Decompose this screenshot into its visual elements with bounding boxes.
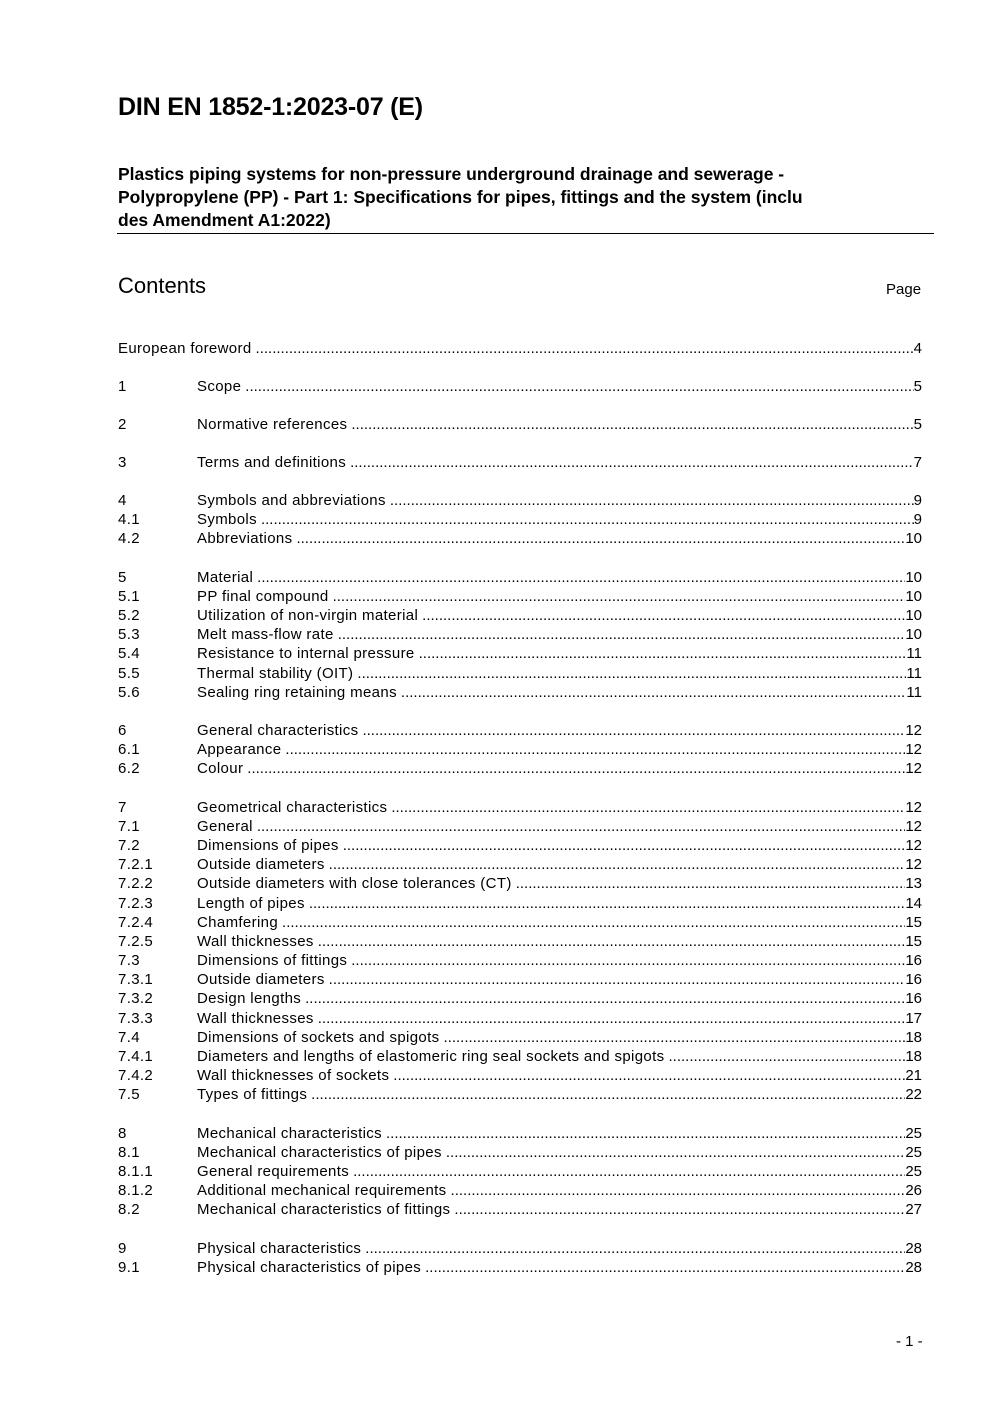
toc-page-number: 16 [905,952,922,969]
toc-entry[interactable] [118,1162,922,1181]
toc-entry[interactable] [118,1085,922,1104]
toc-entry[interactable] [118,989,922,1008]
toc-dot-leader [451,1181,906,1200]
toc-dot-leader [257,817,905,836]
toc-section-number: 7.3 [118,952,140,969]
toc-section-title: Sealing ring retaining means [197,684,397,701]
toc-dot-leader [444,1028,906,1047]
toc-section-number: 7.3.2 [118,990,154,1007]
toc-section-title: European foreword [118,340,252,357]
toc-entry[interactable] [118,377,922,396]
toc-entry[interactable] [118,568,922,587]
toc-dot-leader [391,798,905,817]
toc-page-number: 5 [913,416,922,433]
toc-page-number: 4 [913,340,922,357]
toc-page-number: 12 [905,799,922,816]
toc-dot-leader [454,1200,905,1219]
document-subtitle [118,163,918,232]
toc-section-number: 7.3.1 [118,971,154,988]
toc-dot-leader [422,606,905,625]
toc-entry[interactable] [118,721,922,740]
toc-section-number: 5 [118,569,127,586]
toc-entry[interactable] [118,1028,922,1047]
toc-section-title: General [197,818,253,835]
toc-entry[interactable] [118,932,922,951]
toc-dot-leader [669,1047,906,1066]
toc-entry[interactable] [118,644,922,663]
toc-section-number: 8.1.2 [118,1182,154,1199]
toc-dot-leader [351,951,905,970]
toc-section-number: 5.2 [118,607,140,624]
toc-dot-leader [353,1162,905,1181]
page-column-heading: Page [886,281,922,298]
toc-page-number: 10 [905,588,922,605]
toc-section-title: Wall thicknesses [197,933,314,950]
toc-page-number: 13 [905,875,922,892]
toc-entry[interactable] [118,683,922,702]
toc-section-number: 7.5 [118,1086,140,1103]
toc-page-number: 27 [905,1201,922,1218]
toc-page-number: 12 [905,856,922,873]
toc-section-number: 7.4 [118,1029,140,1046]
subtitle-line: des Amendment A1:2022) [118,210,331,230]
toc-page-number: 11 [906,665,922,682]
toc-section-title: PP final compound [197,588,329,605]
toc-page-number: 25 [905,1144,922,1161]
toc-page-number: 9 [913,492,922,509]
toc-page-number: 28 [905,1240,922,1257]
toc-entry[interactable] [118,510,922,529]
toc-entry[interactable] [118,970,922,989]
toc-section-number: 6.2 [118,760,140,777]
toc-dot-leader [365,1239,905,1258]
toc-page-number: 7 [913,454,922,471]
toc-section-title: Terms and definitions [197,454,347,471]
toc-page-number: 10 [905,530,922,547]
toc-page-number: 9 [913,511,922,528]
toc-section-title: Dimensions of pipes [197,837,339,854]
toc-dot-leader [333,587,906,606]
toc-section-title: Types of fittings [197,1086,308,1103]
toc-page-number: 18 [905,1029,922,1046]
toc-dot-leader [386,1124,905,1143]
toc-entry[interactable] [118,1143,922,1162]
toc-section-number: 7.2.5 [118,933,154,950]
toc-section-title: Physical characteristics of pipes [197,1259,422,1276]
toc-dot-leader [419,644,907,663]
toc-entry[interactable] [118,951,922,970]
toc-section-number: 7.1 [118,818,140,835]
toc-entry[interactable] [118,913,922,932]
contents-heading: Contents [118,273,207,298]
toc-dot-leader [247,759,905,778]
toc-entry[interactable] [118,894,922,913]
toc-section-number: 2 [118,416,127,433]
toc-section-title: Colour [197,760,244,777]
toc-entry[interactable] [118,1200,922,1219]
toc-page-number: 15 [905,914,922,931]
toc-section-number: 7.3.3 [118,1010,154,1027]
toc-section-title: Mechanical characteristics of fittings [197,1201,451,1218]
toc-dot-leader [311,1085,905,1104]
toc-page-number: 12 [905,722,922,739]
toc-dot-leader [362,721,905,740]
toc-page-number: 25 [905,1163,922,1180]
toc-section-number: 6.1 [118,741,140,758]
toc-section-number: 4.2 [118,530,140,547]
toc-section-title: Wall thicknesses of sockets [197,1067,390,1084]
toc-section-number: 5.3 [118,626,140,643]
toc-dot-leader [318,1009,906,1028]
toc-entry[interactable] [118,1181,922,1200]
toc-page-number: 22 [905,1086,922,1103]
toc-dot-leader [245,377,913,396]
toc-entry[interactable] [118,339,922,358]
toc-entry[interactable] [118,836,922,855]
toc-section-title: Additional mechanical requirements [197,1182,447,1199]
toc-section-title: Wall thicknesses [197,1010,314,1027]
toc-entry[interactable] [118,606,922,625]
toc-section-title: General characteristics [197,722,359,739]
toc-entry[interactable] [118,1066,922,1085]
toc-section-title: Outside diameters with close tolerances (CT) [197,875,512,892]
toc-dot-leader [343,836,906,855]
toc-section-number: 1 [118,378,127,395]
toc-entry[interactable] [118,874,922,893]
toc-entry[interactable] [118,798,922,817]
toc-page-number: 11 [906,684,922,701]
toc-entry[interactable] [118,529,922,548]
toc-page-number: 10 [905,569,922,586]
toc-section-number: 6 [118,722,127,739]
subtitle-line: Plastics piping systems for non-pressure underground drainage and sewerage - [118,164,785,184]
toc-dot-leader [305,989,905,1008]
toc-section-title: Abbreviations [197,530,293,547]
toc-page-number: 26 [905,1182,922,1199]
toc-section-title: Thermal stability (OIT) [197,665,354,682]
toc-section-number: 7 [118,799,127,816]
toc-dot-leader [309,894,905,913]
toc-page-number: 21 [905,1067,922,1084]
toc-entry[interactable] [118,1047,922,1066]
toc-page-number: 16 [905,971,922,988]
toc-section-number: 8 [118,1125,127,1142]
toc-section-title: Normative references [197,416,348,433]
toc-section-title: Symbols [197,511,257,528]
toc-section-title: Chamfering [197,914,279,931]
toc-section-number: 5.6 [118,684,140,701]
toc-page-number: 25 [905,1125,922,1142]
toc-page-number: 11 [906,645,922,662]
toc-entry[interactable] [118,1239,922,1258]
toc-section-title: Appearance [197,741,282,758]
toc-entry[interactable] [118,664,922,683]
toc-entry[interactable] [118,855,922,874]
toc-entry[interactable] [118,453,922,472]
toc-dot-leader [351,415,913,434]
toc-dot-leader [446,1143,905,1162]
toc-section-title: Length of pipes [197,895,305,912]
toc-section-number: 7.2.1 [118,856,154,873]
toc-section-number: 5.4 [118,645,140,662]
toc-section-number: 4.1 [118,511,140,528]
toc-section-number: 8.2 [118,1201,140,1218]
toc-section-number: 4 [118,492,127,509]
document-title: DIN EN 1852-1:2023-07 (E) [118,93,423,121]
toc-page-number: 12 [905,760,922,777]
toc-dot-leader [318,932,906,951]
toc-section-title: Outside diameters [197,971,325,988]
toc-section-title: Melt mass-flow rate [197,626,334,643]
toc-dot-leader [282,913,905,932]
toc-dot-leader [425,1258,905,1277]
toc-entry[interactable] [118,1124,922,1143]
toc-page-number: 10 [905,607,922,624]
toc-page-number: 18 [905,1048,922,1065]
toc-dot-leader [329,970,906,989]
toc-section-number: 7.2.4 [118,914,154,931]
toc-page-number: 12 [905,818,922,835]
toc-dot-leader [285,740,905,759]
toc-entry[interactable] [118,415,922,434]
toc-entry[interactable] [118,1258,922,1277]
toc-dot-leader [350,453,914,472]
toc-dot-leader [338,625,906,644]
toc-page-number: 17 [905,1010,922,1027]
toc-page-number: 12 [905,837,922,854]
toc-section-number: 3 [118,454,127,471]
toc-section-title: Physical characteristics [197,1240,362,1257]
toc-section-title: Symbols and abbreviations [197,492,386,509]
title-divider [117,233,934,234]
toc-section-title: General requirements [197,1163,350,1180]
toc-entry[interactable] [118,625,922,644]
toc-section-number: 5.1 [118,588,140,605]
toc-entry[interactable] [118,740,922,759]
toc-section-number: 8.1 [118,1144,140,1161]
toc-entry[interactable] [118,587,922,606]
toc-section-number: 7.2.3 [118,895,154,912]
toc-page-number: 14 [905,895,922,912]
toc-page-number: 16 [905,990,922,1007]
toc-dot-leader [401,683,907,702]
toc-dot-leader [261,510,914,529]
toc-section-title: Scope [197,378,242,395]
toc-dot-leader [329,855,906,874]
toc-section-number: 7.2 [118,837,140,854]
toc-entry[interactable] [118,1009,922,1028]
toc-section-title: Diameters and lengths of elastomeric ring seal sockets and spigots [197,1048,665,1065]
toc-section-number: 8.1.1 [118,1163,154,1180]
toc-section-number: 7.4.1 [118,1048,154,1065]
footer-page-number: - 1 - [896,1333,923,1350]
toc-dot-leader [256,339,914,358]
toc-section-title: Resistance to internal pressure [197,645,415,662]
toc-dot-leader [516,874,906,893]
toc-dot-leader [296,529,905,548]
toc-page-number: 10 [905,626,922,643]
toc-page-number: 28 [905,1259,922,1276]
toc-section-title: Material [197,569,254,586]
toc-section-title: Dimensions of fittings [197,952,348,969]
toc-page-number: 12 [905,741,922,758]
toc-entry[interactable] [118,491,922,510]
toc-section-title: Design lengths [197,990,302,1007]
toc-section-number: 9 [118,1240,127,1257]
toc-section-title: Mechanical characteristics of pipes [197,1144,442,1161]
toc-dot-leader [393,1066,905,1085]
toc-section-title: Dimensions of sockets and spigots [197,1029,440,1046]
toc-entry[interactable] [118,817,922,836]
toc-section-title: Utilization of non-virgin material [197,607,419,624]
toc-section-number: 9.1 [118,1259,140,1276]
toc-dot-leader [357,664,906,683]
toc-section-title: Geometrical characteristics [197,799,388,816]
toc-dot-leader [390,491,914,510]
toc-page-number: 5 [913,378,922,395]
toc-section-title: Mechanical characteristics [197,1125,382,1142]
toc-section-title: Outside diameters [197,856,325,873]
toc-section-number: 7.4.2 [118,1067,154,1084]
toc-section-number: 5.5 [118,665,140,682]
toc-entry[interactable] [118,759,922,778]
toc-page-number: 15 [905,933,922,950]
subtitle-line: Polypropylene (PP) - Part 1: Specifications for pipes, fittings and the system (inclu [118,187,803,207]
toc-dot-leader [257,568,905,587]
toc-section-number: 7.2.2 [118,875,154,892]
